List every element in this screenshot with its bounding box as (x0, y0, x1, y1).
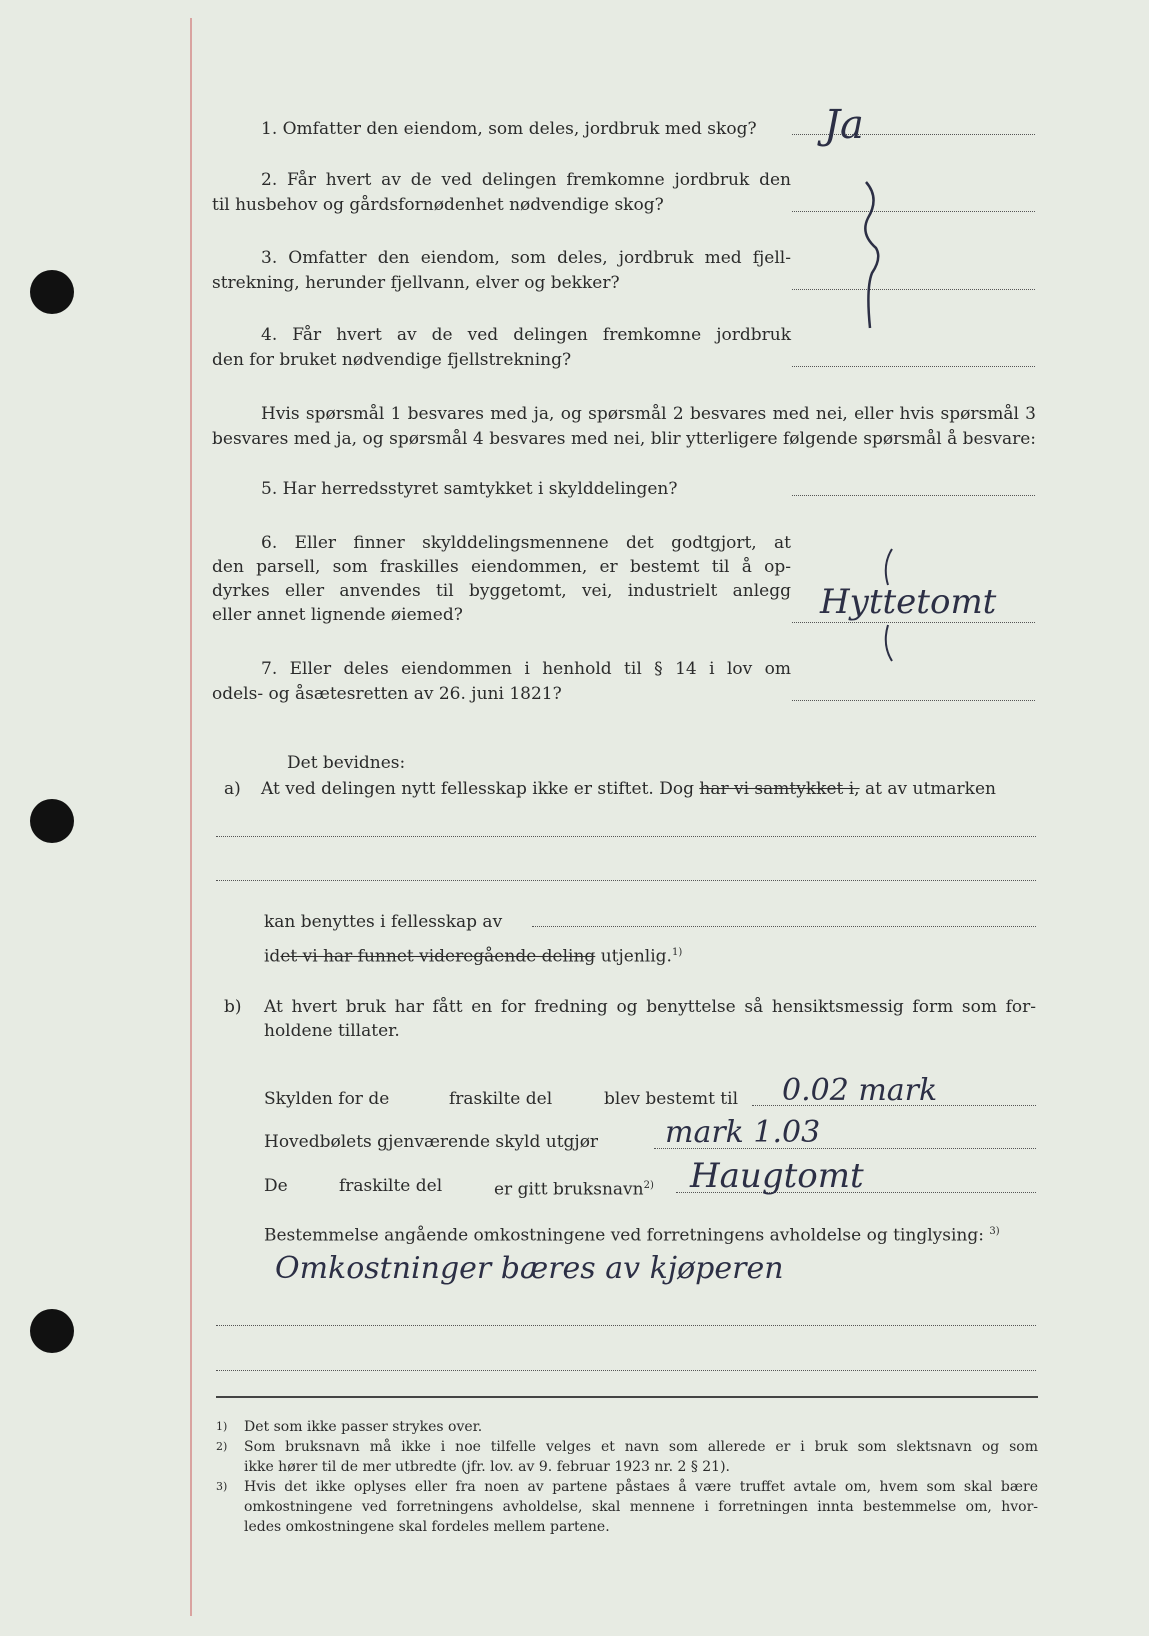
attest-a-start: At ved delingen nytt fellesskap ikke er stiftet. Dog (261, 779, 694, 799)
shared-use-line (532, 926, 1036, 927)
cost-label-text: Bestemmelse angående omkostningene ved forretningens avholdelse og tinglysing: (264, 1225, 984, 1246)
idet-struck: et vi har funnet videregående deling (280, 946, 596, 967)
attest-heading: Det bevidnes: (287, 753, 406, 773)
skyld-line3-c (494, 1174, 654, 1202)
answer-q6: Hyttetomt (820, 582, 997, 622)
answer-line-q4 (792, 366, 1035, 367)
question-3-line1: 3. Omfatter den eiendom, som deles, jordbruk med fjell- (261, 248, 791, 268)
question-4-line2: den for bruket nødvendige fjellstrekning? (212, 350, 572, 370)
skyld-line2: Hovedbølets gjenværende skyld utgjør (264, 1132, 599, 1152)
footnote-rule (216, 1396, 1038, 1398)
attest-b-line2: holdene tillater. (264, 1021, 400, 1041)
idet-prefix: id (264, 946, 281, 967)
attest-a-struck: har vi samtykket i, (699, 779, 860, 799)
punch-hole-top (30, 270, 74, 314)
cost-blank-2 (216, 1370, 1036, 1371)
cost-blank-1 (216, 1325, 1036, 1326)
attest-a-text (261, 777, 996, 801)
footnote-2-line2: ikke hører til de mer utbredte (jfr. lov. av 9. februar 1923 nr. 2 § 21). (244, 1459, 731, 1475)
condition-line2: besvares med ja, og spørsmål 4 besvares med nei, blir ytterligere følgende spørsmål å besvare: (212, 429, 1036, 449)
bruksnavn-label: er gitt bruksnavn (494, 1179, 644, 1200)
answer-q1: Ja (824, 102, 864, 148)
skyld-line3-b: fraskilte del (339, 1176, 443, 1196)
footnote-1-text: Det som ikke passer strykes over. (244, 1419, 483, 1435)
question-6-line4: eller annet lignende øiemed? (212, 605, 463, 625)
bruksnavn-value: Haugtomt (690, 1156, 864, 1196)
question-6-line3: dyrkes eller anvendes til byggetomt, vei, industrielt anlegg (212, 581, 791, 601)
question-5: 5. Har herredsstyret samtykket i skylddelingen? (261, 479, 678, 499)
shared-use-label: kan benyttes i fellesskap av (264, 912, 503, 932)
footnote-2 (216, 1437, 244, 1457)
skyld-fraskilt-value: 0.02 mark (782, 1073, 938, 1108)
answer-line-q6 (792, 622, 1035, 623)
question-6-line1: 6. Eller finner skylddelingsmennene det godtgjort, at (261, 533, 791, 553)
question-1: 1. Omfatter den eiendom, som deles, jordbruk med skog? (261, 119, 757, 139)
question-7-line2: odels- og åsætesretten av 26. juni 1821? (212, 684, 562, 704)
footnote-ref-1: 1) (671, 947, 683, 958)
footnote-ref-3: 3) (989, 1226, 1000, 1237)
answer-line-q7 (792, 700, 1035, 701)
attest-b-label: b) (224, 997, 242, 1017)
ditto-brace-q6-q7 (878, 545, 908, 665)
skyld-line1-a: Skylden for de (264, 1089, 390, 1109)
cost-value: Omkostninger bæres av kjøperen (275, 1251, 784, 1286)
footnote-3-line2: omkostningene ved forretningens avholdelse, skal mennene i forretningen innta bestemmelse om, hvor- (244, 1499, 1038, 1515)
blank-line-1 (216, 836, 1036, 837)
footnote-1 (216, 1417, 482, 1437)
footnote-3-num: 3) (216, 1480, 228, 1493)
punch-hole-bottom (30, 1309, 74, 1353)
margin-line (190, 18, 192, 1616)
cost-label (264, 1220, 1000, 1248)
question-2-line1: 2. Får hvert av de ved delingen fremkomne jordbruk den (261, 170, 791, 190)
answer-line-q5 (792, 495, 1035, 496)
question-6-line2: den parsell, som fraskilles eiendommen, er bestemt til å op- (212, 557, 791, 577)
blank-line-2 (216, 880, 1036, 881)
skyld-line1-b: fraskilte del (449, 1089, 553, 1109)
question-7-line1: 7. Eller deles eiendommen i henhold til § 14 i lov om (261, 659, 791, 679)
idet-suffix: utjenlig. (600, 946, 672, 967)
punch-hole-middle (30, 799, 74, 843)
skyld-line1-c: blev bestemt til (604, 1089, 739, 1109)
footnote-3 (216, 1477, 244, 1497)
question-3-line2: strekning, herunder fjellvann, elver og bekker? (212, 273, 620, 293)
attest-a-label: a) (224, 779, 241, 799)
question-2-line2: til husbehov og gårdsfornødenhet nødvendige skog? (212, 195, 664, 215)
question-4-line1: 4. Får hvert av de ved delingen fremkomne jordbruk (261, 325, 791, 345)
answer-line-q2 (792, 211, 1035, 212)
footnote-3-line1: Hvis det ikke oplyses eller fra noen av partene påstaes å være truffet avtale om, hvem som skal bære (244, 1479, 1038, 1495)
skyld-hovedbol-value: mark 1.03 (665, 1115, 821, 1150)
ditto-brace-q2-q4 (858, 178, 898, 338)
footnote-1-num: 1) (216, 1420, 228, 1433)
footnote-2-line1: Som bruksnavn må ikke i noe tilfelle velges et navn som allerede er i bruk som slektsnavn og som (244, 1439, 1038, 1455)
condition-line1: Hvis spørsmål 1 besvares med ja, og spørsmål 2 besvares med nei, eller hvis spørsmål 3 (261, 404, 1036, 424)
footnote-2-num: 2) (216, 1440, 228, 1453)
attest-b-line1: At hvert bruk har fått en for fredning og benyttelse så hensiktsmessig form som for- (264, 997, 1036, 1017)
idet-line (264, 941, 682, 969)
answer-line-q3 (792, 289, 1035, 290)
skyld-line3-a: De (264, 1176, 288, 1196)
footnote-3-line3: ledes omkostningene skal fordeles mellem partene. (244, 1519, 610, 1535)
attest-a-end: at av utmarken (865, 779, 996, 799)
footnote-ref-2: 2) (643, 1180, 654, 1191)
